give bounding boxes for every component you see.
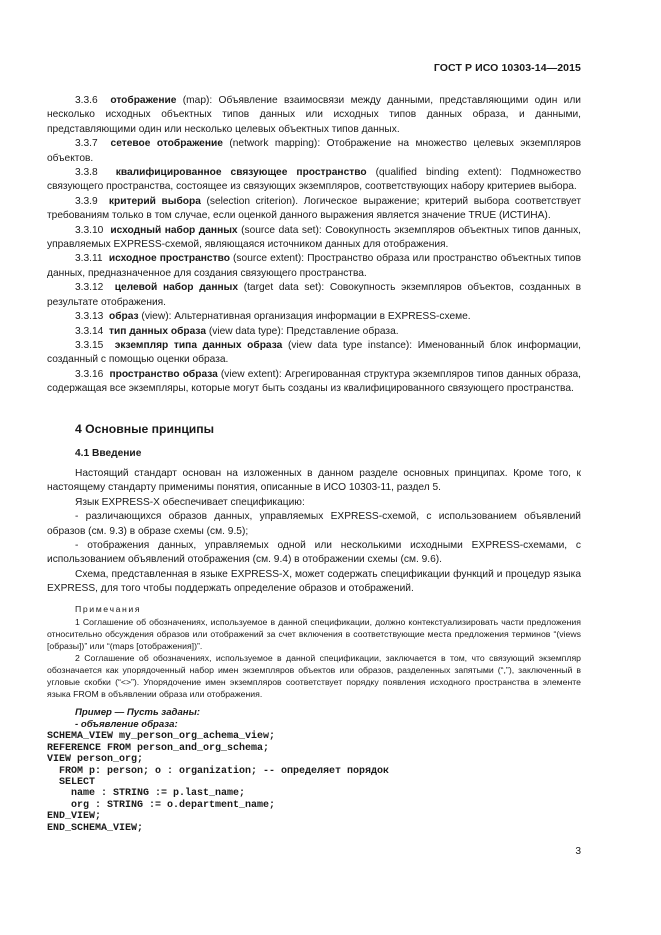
standard-header: ГОСТ Р ИСО 10303-14—2015 xyxy=(433,62,581,74)
definition-term: пространство образа xyxy=(109,368,218,380)
definition-term: сетевое отображение xyxy=(110,138,223,150)
definition-term: целевой набор данных xyxy=(114,282,239,294)
document-body xyxy=(47,94,581,834)
definition-3-3-6: 3.3.6 отображение (map): Объявление взаимосвязи между данными, представляющими один или несколько исходных объектных типов данных или исходных типов данных образа, и данными, представляющими один или несколько целевых объектных типов данных. xyxy=(47,95,581,135)
subsection-heading: 4.1 Введение xyxy=(75,447,142,459)
definition-3-3-8: 3.3.8 квалифицированное связующее пространство (qualified binding extent): Подмножество связующего пространства, состоящее из связующих экземпляров, соответствующих набору критериев выбора. xyxy=(47,167,581,193)
body-paragraph: Настоящий стандарт основан на изложенных в данном разделе основных принципах. Кроме того, к настоящему стандарту применимы понятия, описанные в ИСО 10303-11, раздел 5. xyxy=(47,467,581,494)
note-item: 1 Соглашение об обозначениях, используемое в данной спецификации, должно контекстуализировать части предложения относительно обсуждения образов или отображений за счет включения в соответствующие места предложения терминов “(views [образы])” или “(maps [отображения])”. xyxy=(47,616,581,651)
notes-block xyxy=(47,603,581,701)
example-title: Пример — Пусть заданы: xyxy=(75,707,200,719)
definition-term: отображение xyxy=(110,95,177,106)
section-heading: 4 Основные принципы xyxy=(75,421,215,436)
body-paragraph: Язык EXPRESS-X обеспечивает спецификацию: xyxy=(75,496,305,508)
example-subtitle: - объявление образа: xyxy=(75,719,178,731)
definition-3-3-10: 3.3.10 исходный набор данных (source data set): Совокупность экземпляров объектных типов данных, управляемых EXPRESS-схемой, являющаяся источником данных для отображения. xyxy=(47,224,581,251)
note-item: 2 Соглашение об обозначениях, используемое в данной спецификации, заключается в том, что связующий экземпляр обозначается как упорядоченный набор имен экземпляров объектов или образов, разделенных запятыми (“,”), заключенный в угловые скобки (“<>”). Упорядочение имен экземпляров соответствует порядку появления исходного пространства в элементе языка FROM в объявлении образа или отображения. xyxy=(47,652,581,700)
notes-title: Примечания xyxy=(75,603,142,614)
definition-term: исходное пространство xyxy=(108,253,230,265)
list-item: - различающихся образов данных, управляемых EXPRESS-схемой, с использованием объявлений образов (см. 9.3) в образе схемы (см. 9.5); xyxy=(47,511,581,537)
definition-term: экземпляр типа данных образа xyxy=(114,339,283,351)
page-number: 3 xyxy=(575,846,581,857)
definition-3-3-14: 3.3.14 тип данных образа (view data type): Представление образа. xyxy=(75,325,399,337)
definition-3-3-13: 3.3.13 образ (view): Альтернативная организация информации в EXPRESS-схеме. xyxy=(75,311,471,323)
definition-3-3-7: 3.3.7 сетевое отображение (network mapping): Отображение на множество целевых экземпляров объектов. xyxy=(47,138,581,164)
definition-term: образ xyxy=(109,311,139,323)
definition-term: квалифицированное связующее пространство xyxy=(115,167,367,179)
body-paragraph: Схема, представленная в языке EXPRESS-X, может содержать спецификации функций и процедур языка EXPRESS, для того чтобы поддержать определение образов и отображений. xyxy=(47,568,581,595)
definition-3-3-16: 3.3.16 пространство образа (view extent): Агрегированная структура экземпляров типов данных образа, содержащая все экземпляры, которые могут быть созданы из квалифицированного связующего пространства. xyxy=(47,368,581,395)
definition-term: критерий выбора xyxy=(108,195,201,207)
code-example: SCHEMA_VIEW my_person_org_achema_view; REFERENCE FROM person_and_org_schema; VIEW person_org; FROM p: person; o : organization; -- определяет порядок SELECT name : STRING := p.last_name; org : STRING := o.department_name; END_VIEW; END_SCHEMA_VIEW; xyxy=(47,731,390,834)
definition-3-3-11: 3.3.11 исходное пространство (source extent): Пространство образа или пространство объектных типов данных, предназначенное для создания связующего пространства. xyxy=(47,253,581,279)
definition-3-3-9: 3.3.9 критерий выбора (selection criterion). Логическое выражение; критерий выбора соответствует требованиям только в том случае, если оценкой данного выражения является значение TRUE (ИСТИНА). xyxy=(47,195,581,222)
definition-3-3-12: 3.3.12 целевой набор данных (target data set): Совокупность экземпляров объектов, созданных в результате отображения. xyxy=(47,282,581,308)
list-item: - отображения данных, управляемых одной или несколькими исходными EXPRESS-схемами, с использованием объявлений отображения (см. 9.4) в отображении схемы (см. 9.6). xyxy=(47,539,581,566)
definitions-list xyxy=(47,94,581,397)
definition-term: исходный набор данных xyxy=(110,224,238,236)
definition-3-3-15: 3.3.15 экземпляр типа данных образа (view data type instance): Именованный блок информации, созданный с помощью оценки образа. xyxy=(47,339,581,366)
definition-term: тип данных образа xyxy=(109,325,206,337)
